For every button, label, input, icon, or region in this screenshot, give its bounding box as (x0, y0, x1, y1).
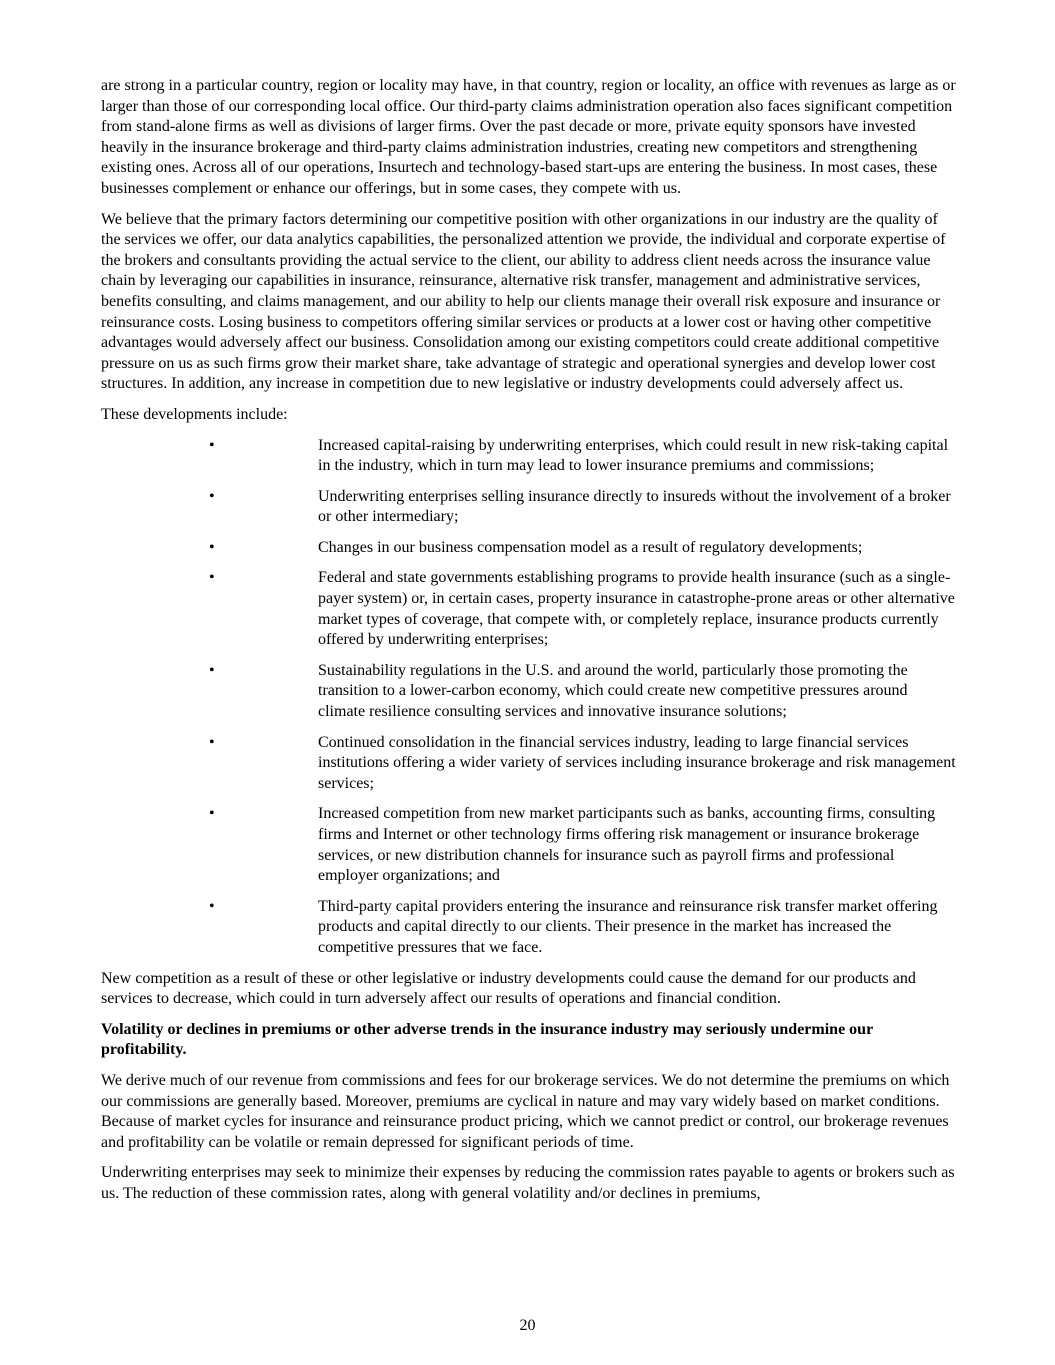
list-item-text: Federal and state governments establishing programs to provide health insurance (such as a single-payer system) or, in certain cases, property insurance in catastrophe-prone areas or other alternative market types of coverage, that compete with, or completely replace, insurance products currently offered by underwriting enterprises; (318, 569, 955, 649)
page-number: 20 (519, 1317, 536, 1334)
bullet-icon: • (209, 897, 215, 915)
list-item-text: Underwriting enterprises selling insurance directly to insureds without the involvement of a broker or other intermediary; (318, 487, 951, 526)
developments-list (101, 436, 957, 959)
list-item (101, 897, 957, 959)
list-item (101, 733, 957, 795)
paragraph-competition-local: are strong in a particular country, region or locality may have, in that country, region or locality, an office with revenues as large as or larger than those of our corresponding local office. Our third-party claims administration operation also faces significant competition from stand-alone firms as well as divisions of larger firms. Over the past decade or more, private equity sponsors have invested heavily in the insurance brokerage and third-party claims administration industries, creating new competitors and strengthening existing ones. Across all of our operations, Insurtech and technology-based start-ups are entering the business. In most cases, these businesses complement or enhance our offerings, but in some cases, they compete with us. (101, 77, 956, 197)
bullet-icon: • (209, 569, 215, 587)
paragraph-revenue-commissions: We derive much of our revenue from commissions and fees for our brokerage services. We do not determine the premiums on which our commissions are generally based. Moreover, premiums are cyclical in nature and may vary widely based on market conditions. Because of market cycles for insurance and reinsurance product pricing, which we cannot predict or control, our brokerage revenues and profitability can be volatile or remain depressed for significant periods of time. (101, 1071, 950, 1151)
list-item (101, 538, 957, 559)
list-item-text: Increased capital-raising by underwriting enterprises, which could result in new risk-taking capital in the industry, which in turn may lead to lower insurance premiums and commissions; (318, 436, 949, 475)
paragraph-commission-rates: Underwriting enterprises may seek to minimize their expenses by reducing the commission rates payable to agents or brokers such as us. The reduction of these commission rates, along with general volatility and/or declines in premiums, (101, 1164, 955, 1202)
list-item-text: Continued consolidation in the financial services industry, leading to large financial services institutions offering a wider variety of services including insurance brokerage and risk management services; (318, 733, 956, 792)
list-item-text: Increased competition from new market participants such as banks, accounting firms, consulting firms and Internet or other technology firms offering risk management or insurance brokerage services, or new distribution channels for insurance such as payroll firms and professional employer organizations; and (318, 805, 936, 885)
paragraph-new-competition: New competition as a result of these or other legislative or industry developments could cause the demand for our products and services to decrease, which could in turn adversely affect our results of operations and financial condition. (101, 969, 916, 1008)
bullet-icon: • (209, 538, 215, 556)
bullet-icon: • (209, 487, 215, 505)
bullet-icon: • (209, 733, 215, 751)
section-heading: Volatility or declines in premiums or other adverse trends in the insurance industry may seriously undermine our profitability. (101, 1020, 873, 1059)
list-item-text: Changes in our business compensation model as a result of regulatory developments; (318, 538, 863, 556)
list-item (101, 804, 957, 886)
list-item (101, 661, 957, 723)
document-page (101, 76, 957, 1215)
paragraph-competitive-factors: We believe that the primary factors determining our competitive position with other organizations in our industry are the quality of the services we offer, our data analytics capabilities, the personalized attention we provide, the individual and corporate expertise of the brokers and consultants providing the actual service to the client, our ability to address client needs across the insurance value chain by leveraging our capabilities in insurance, reinsurance, alternative risk transfer, management and administrative services, benefits consulting, and claims management, and our ability to help our clients manage their overall risk exposure and insurance or reinsurance costs. Losing business to competitors offering similar services or products at a lower cost or having other competitive advantages would adversely affect our business. Consolidation among our existing competitors could create additional competitive pressure on us as such firms grow their market share, take advantage of strategic and operational synergies and develop lower cost structures. In addition, any increase in competition due to new legislative or industry developments could adversely affect us. (101, 210, 946, 393)
list-item (101, 487, 957, 528)
bullet-icon: • (209, 805, 215, 823)
list-item (101, 568, 957, 650)
bullet-icon: • (209, 661, 215, 679)
bullet-icon: • (209, 436, 215, 454)
paragraph-developments-intro: These developments include: (101, 405, 288, 423)
list-item (101, 436, 957, 477)
list-item-text: Third-party capital providers entering the insurance and reinsurance risk transfer market offering products and capital directly to our clients. Their presence in the market has increased the competitive pressures that we face. (318, 897, 938, 956)
list-item-text: Sustainability regulations in the U.S. and around the world, particularly those promoting the transition to a lower-carbon economy, which could create new competitive pressures around climate resilience consulting services and innovative insurance solutions; (318, 661, 908, 721)
